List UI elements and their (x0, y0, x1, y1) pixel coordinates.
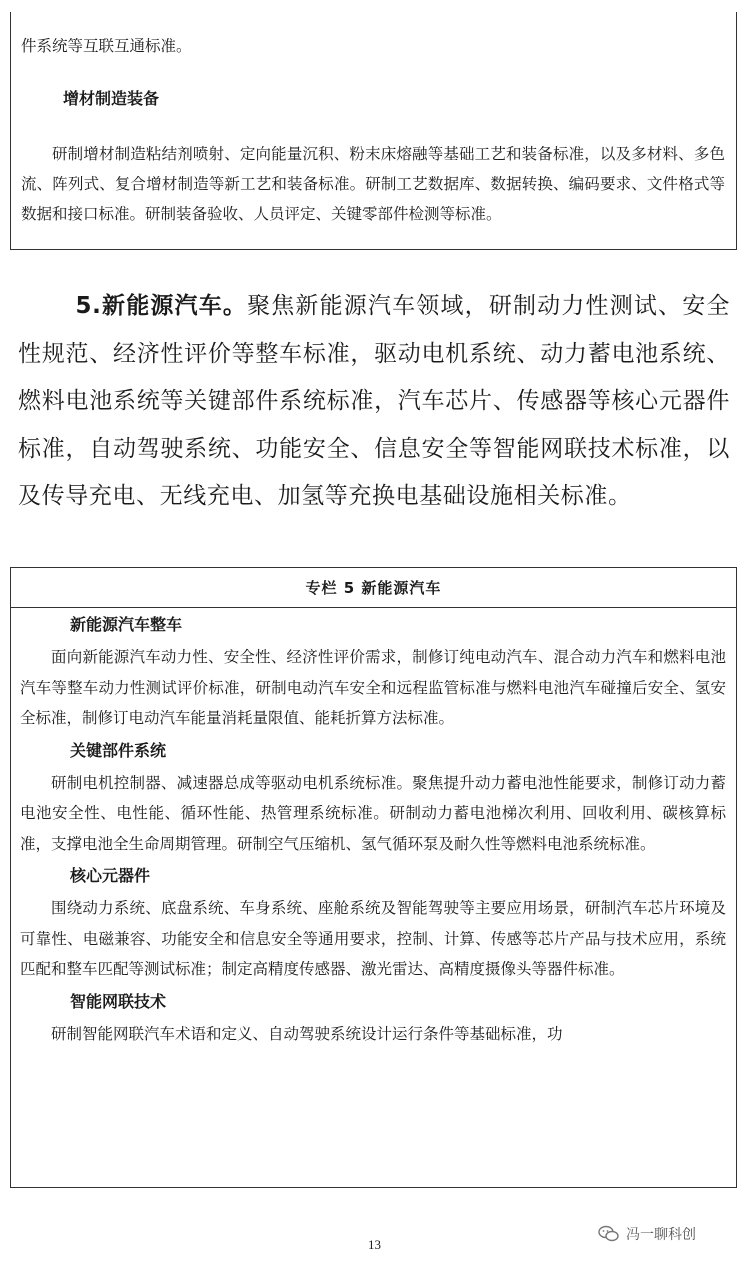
chat-bubbles-icon (598, 1225, 620, 1243)
section-paragraph-vehicle: 面向新能源汽车动力性、安全性、经济性评价需求，制修订纯电动汽车、混合动力汽车和燃料电池汽车等整车动力性测试评价标准，研制电动汽车安全和远程监管标准与燃料电池汽车碰撞后安全、氢安全标准，制修订电动汽车能量消耗量限值、能耗折算方法标准。 (20, 648, 726, 727)
main-paragraph-text: 聚焦新能源汽车领域，研制动力性测试、安全性规范、经济性评价等整车标准，驱动电机系统、动力蓄电池系统、燃料电池系统等关键部件系统标准，汽车芯片、传感器等核心元器件标准，自动驾驶系统、功能安全、信息安全等智能网联技术标准，以及传导充电、无线充电、加氢等充换电基础设施相关标准。 (18, 293, 731, 509)
page-number: 13 (368, 1237, 381, 1252)
watermark (598, 1224, 696, 1244)
column-box-nev (10, 567, 737, 1188)
section-heading-key-components: 关键部件系统 (70, 740, 167, 760)
column-body (11, 608, 736, 1049)
watermark-text: 冯一聊科创 (626, 1227, 696, 1243)
section-heading-core-devices: 核心元器件 (70, 866, 151, 885)
section-paragraph-additive: 研制增材制造粘结剂喷射、定向能量沉积、粉末床熔融等基础工艺和装备标准，以及多材料、多色流、阵列式、复合增材制造等新工艺和装备标准。研制工艺数据库、数据转换、编码要求、文件格式等数据和接口标准。研制装备验收、人员评定、关键零部件检测等标准。 (21, 144, 725, 223)
main-paragraph-nev (18, 283, 730, 521)
section-paragraph-connected-tech: 研制智能网联汽车术语和定义、自动驾驶系统设计运行条件等基础标准，功 (51, 1024, 563, 1043)
section-paragraph-core-devices: 围绕动力系统、底盘系统、车身系统、座舱系统及智能驾驶等主要应用场景，研制汽车芯片环境及可靠性、电磁兼容、功能安全和信息安全等通用要求，控制、计算、传感等芯片产品与技术应用，系统匹配和整车匹配等测试标准；制定高精度传感器、激光雷达、高精度摄像头等器件标准。 (20, 899, 726, 978)
continuation-text: 件系统等互联互通标准。 (21, 37, 192, 55)
section-heading-vehicle: 新能源汽车整车 (70, 615, 183, 634)
section-heading-connected-tech: 智能网联技术 (70, 991, 167, 1011)
section-heading-additive: 增材制造装备 (63, 89, 160, 108)
section-paragraph-key-components: 研制电机控制器、减速器总成等驱动电机系统标准。聚焦提升动力蓄电池性能要求，制修订动力蓄电池安全性、电性能、循环性能、热管理系统标准。研制动力蓄电池梯次利用、回收利用、碳核算标准，支撑电池全生命周期管理。研制空气压缩机、氢气循环泵及耐久性等燃料电池系统标准。 (20, 773, 726, 853)
main-paragraph-lead: 5.新能源汽车。 (75, 293, 248, 319)
column-box-additive-manufacturing (10, 12, 737, 250)
column-title: 专栏 5 新能源汽车 (11, 568, 736, 608)
